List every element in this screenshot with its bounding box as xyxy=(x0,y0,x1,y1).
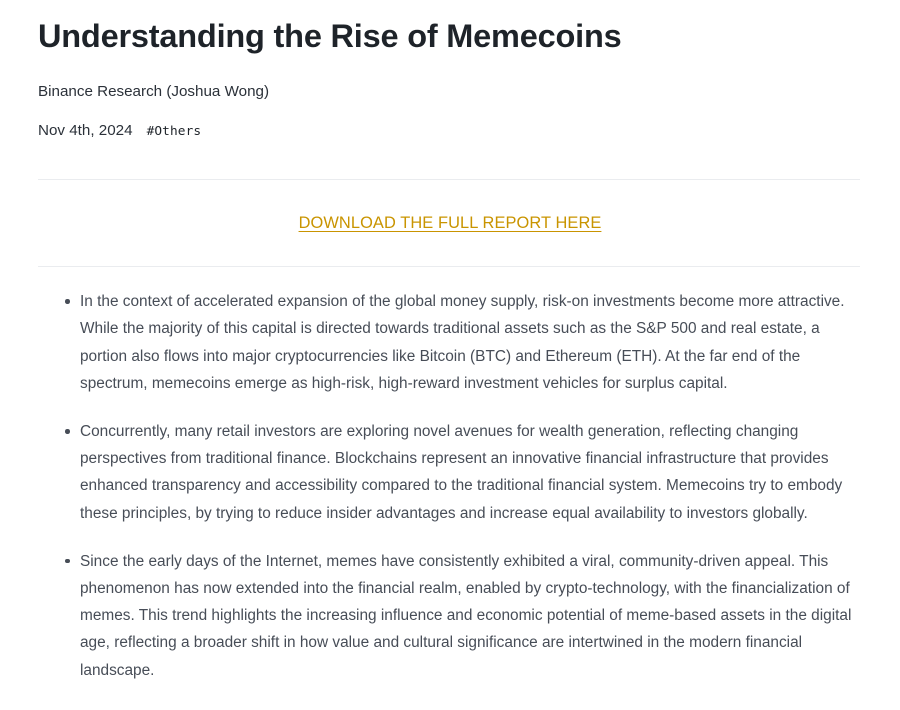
page-title: Understanding the Rise of Memecoins xyxy=(38,18,622,54)
bullet-dot-icon xyxy=(65,559,70,564)
list-item xyxy=(38,418,862,527)
bullet-dot-icon xyxy=(65,429,70,434)
bullet-dot-icon xyxy=(65,299,70,304)
download-section xyxy=(38,180,862,266)
summary-bullet-list xyxy=(38,267,862,684)
article-byline: Binance Research (Joshua Wong) xyxy=(38,82,270,100)
list-item-text: Since the early days of the Internet, memes have consistently exhibited a viral, community-driven appeal. This phenomenon has now extended into the financial realm, enabled by crypto-technology, with the financialization of memes. This trend highlights the increasing influence and economic potential of meme-based assets in the digital age, reflecting a broader shift in how value and cultural significance are intertwined in the modern financial landscape. xyxy=(80,552,852,679)
article-meta xyxy=(38,102,862,141)
category-tag[interactable]: #Others xyxy=(146,123,202,139)
list-item-text: In the context of accelerated expansion of the global money supply, risk-on investments become more attractive. While the majority of this capital is directed towards traditional assets such as the S&P 500 and real estate, a portion also flows into major cryptocurrencies like Bitcoin (BTC) and Ethereum (ETH). At the far end of the spectrum, memecoins emerge as high-risk, high-reward investment vehicles for surplus capital. xyxy=(80,293,845,392)
list-item-text: Concurrently, many retail investors are exploring novel avenues for wealth generation, reflecting changing perspectives from traditional finance. Blockchains represent an innovative financial infrastructure that provides enhanced transparency and accessibility compared to the traditional financial system. Memecoins try to embody these principles, by trying to reduce insider advantages and increase equal availability to investors globally. xyxy=(80,423,843,522)
publish-date: Nov 4th, 2024 xyxy=(38,121,133,139)
list-item xyxy=(38,548,862,684)
list-item xyxy=(38,288,862,397)
download-report-link[interactable]: DOWNLOAD THE FULL REPORT HERE xyxy=(298,213,602,232)
